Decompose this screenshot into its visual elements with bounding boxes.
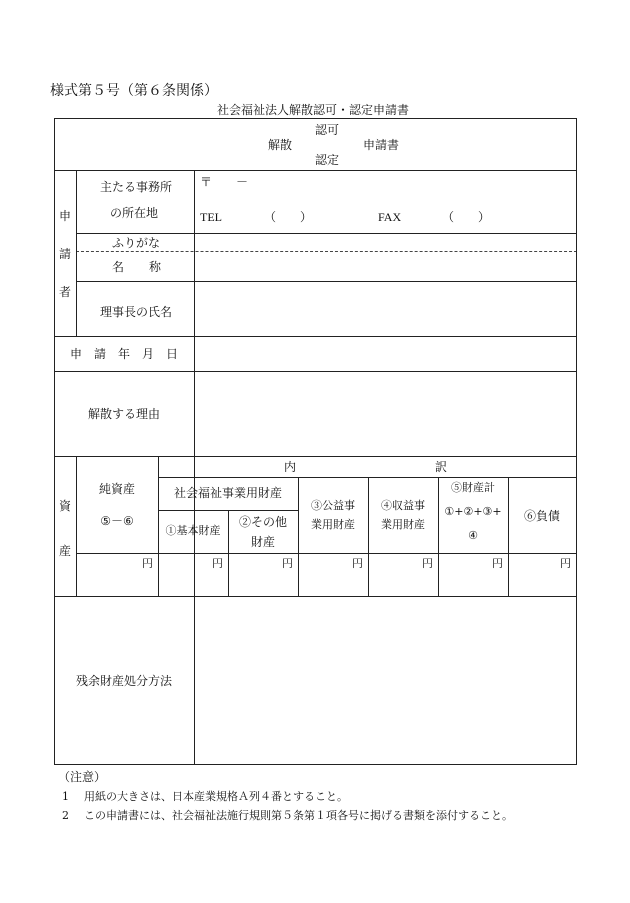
- breakdown-label-1: 内: [283, 460, 297, 474]
- yen-unit-basic: 円: [212, 557, 223, 570]
- postal-dash: －: [236, 175, 249, 189]
- office-label-line-2: の所在地: [109, 206, 159, 220]
- postal-mark: 〒: [200, 175, 213, 189]
- banner-nintei: 認定: [314, 153, 340, 167]
- name-label-2: 称: [148, 260, 162, 274]
- other-property-label-2: 財産: [250, 535, 276, 549]
- welfare-business-property-label: 社会福祉事業用財産: [173, 486, 283, 500]
- net-assets-formula: ⑤－⑥: [100, 514, 134, 528]
- residual-property-label: 残余財産処分方法: [75, 674, 173, 688]
- furigana-label: ふりがな: [111, 236, 161, 250]
- banner-ninka: 認可: [314, 123, 340, 137]
- property-total-formula-2: ④: [468, 529, 478, 542]
- note-1-number: 1: [62, 790, 69, 803]
- public-benefit-label-1: ③公益事: [311, 499, 355, 512]
- applicant-label-2: 請: [58, 247, 72, 261]
- form-number: 様式第５号（第６条関係）: [50, 83, 218, 99]
- yen-unit-net-assets: 円: [142, 557, 153, 570]
- profit-business-label-1: ④収益事: [381, 499, 425, 512]
- banner-shinseisho: 申請書: [362, 138, 400, 152]
- yen-unit-liabilities: 円: [560, 557, 571, 570]
- yen-unit-total: 円: [492, 557, 503, 570]
- other-property-label-1: ②その他: [238, 515, 288, 529]
- liabilities-label: ⑥負債: [523, 509, 561, 523]
- name-label-1: 名: [111, 260, 125, 274]
- assets-label-1: 資: [58, 499, 72, 513]
- chairman-name-label: 理事長の氏名: [99, 305, 173, 319]
- yen-unit-profit-business: 円: [422, 557, 433, 570]
- tel-close-paren: ）: [300, 210, 313, 224]
- tel-open-paren: （: [264, 210, 277, 224]
- notes-heading: （注意）: [58, 770, 107, 784]
- office-label-line-1: 主たる事務所: [99, 180, 173, 194]
- fax-open-paren: （: [442, 210, 455, 224]
- tel-label: TEL: [200, 210, 222, 224]
- assets-label-2: 産: [58, 544, 72, 558]
- applicant-label-1: 申: [58, 209, 72, 223]
- breakdown-label-2: 訳: [434, 460, 448, 474]
- note-2-number: 2: [62, 809, 69, 822]
- fax-label: FAX: [378, 210, 402, 224]
- dissolution-reason-label: 解散する理由: [87, 407, 161, 421]
- fax-close-paren: ）: [478, 210, 491, 224]
- yen-unit-other: 円: [282, 557, 293, 570]
- yen-unit-public-benefit: 円: [352, 557, 363, 570]
- profit-business-label-2: 業用財産: [381, 518, 425, 531]
- application-date-label: 申 請 年 月 日: [69, 347, 179, 361]
- document-title: 社会福祉法人解散認可・認定申請書: [216, 103, 410, 117]
- banner-kaisan: 解散: [267, 138, 293, 152]
- property-total-label: ⑤財産計: [451, 481, 495, 494]
- note-1-text: 用紙の大きさは、日本産業規格Ａ列４番とすること。: [84, 790, 348, 803]
- applicant-label-3: 者: [58, 285, 72, 299]
- note-2-text: この申請書には、社会福祉法施行規則第５条第１項各号に掲げる書類を添付すること。: [84, 809, 513, 822]
- basic-property-label: ①基本財産: [165, 524, 221, 537]
- public-benefit-label-2: 業用財産: [311, 518, 355, 531]
- property-total-formula-1: ①+②+③+: [444, 505, 502, 518]
- net-assets-label: 純資産: [98, 482, 136, 496]
